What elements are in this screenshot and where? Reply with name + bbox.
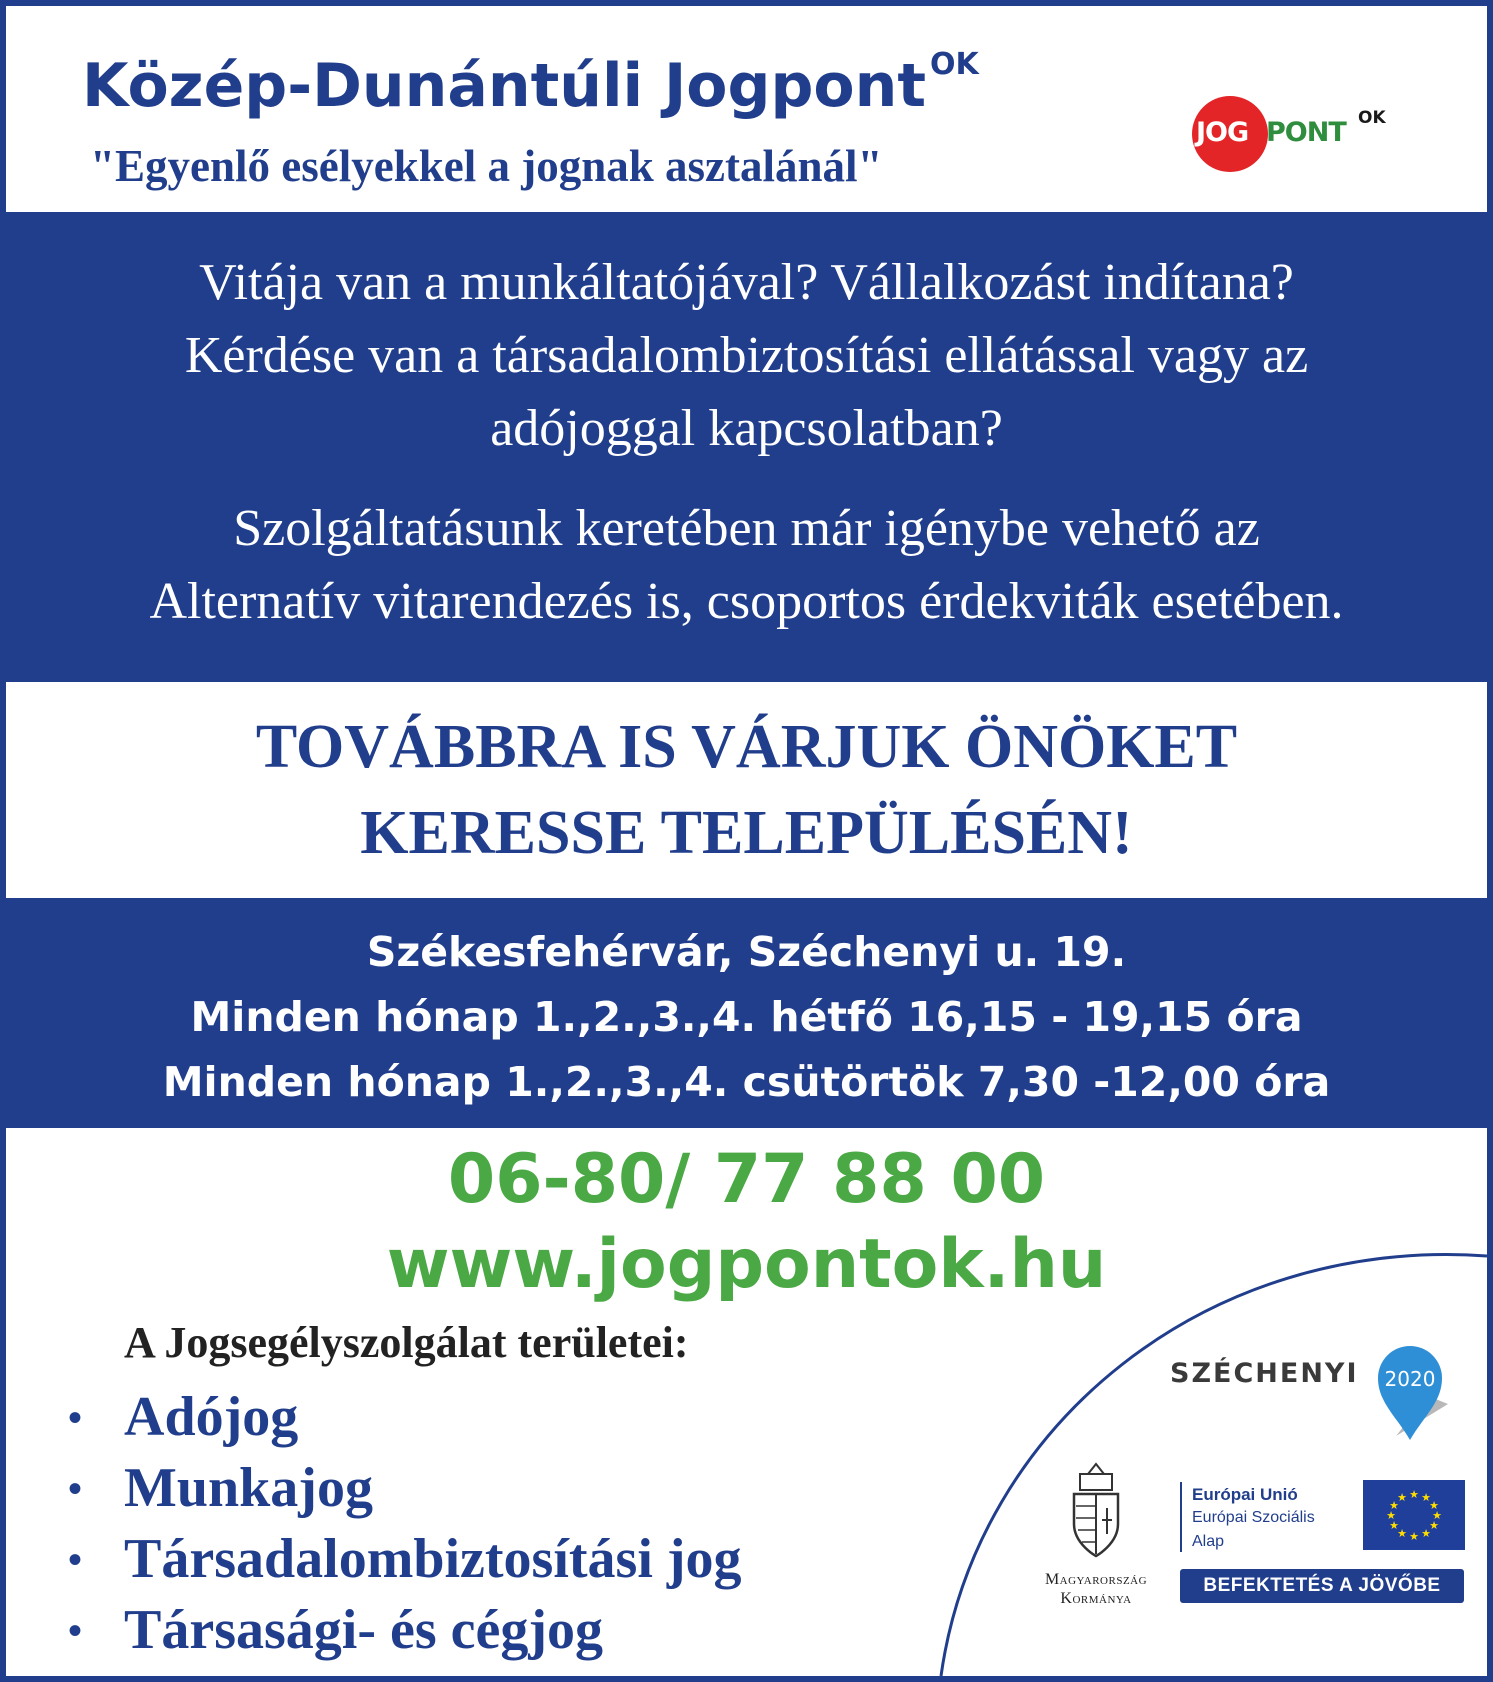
intro-line: Vitája van a munkáltatójával? Vállalkozást indítana? bbox=[199, 254, 1294, 311]
service-line: Alternatív vitarendezés is, csoportos érdekviták esetében. bbox=[149, 573, 1344, 630]
service-note bbox=[6, 492, 1487, 638]
bullet-icon: • bbox=[68, 1466, 83, 1511]
website-link[interactable]: www.jogpontok.hu bbox=[386, 1225, 1107, 1304]
bullet-icon: • bbox=[68, 1537, 83, 1582]
intro-questions bbox=[6, 246, 1487, 465]
svg-text:★: ★ bbox=[1421, 1491, 1431, 1504]
organization-title: Közép-Dunántúli Jogpont $^{OK}$ bbox=[82, 47, 979, 121]
coat-of-arms-icon bbox=[1066, 1462, 1126, 1562]
government-line-1: Magyarország bbox=[1044, 1571, 1148, 1588]
logo-pont-text: PONT bbox=[1266, 117, 1346, 148]
area-label: Társadalombiztosítási jog bbox=[124, 1528, 742, 1590]
svg-text:★: ★ bbox=[1389, 1519, 1399, 1532]
tagline: "Egyenlő esélyekkel a jognak asztalánál" bbox=[90, 141, 883, 191]
bullet-icon: • bbox=[68, 1395, 83, 1440]
callout-band bbox=[6, 682, 1487, 898]
szechenyi-2020-logo bbox=[1170, 1336, 1460, 1446]
svg-text:★: ★ bbox=[1409, 1530, 1419, 1543]
eu-line-2: Európai Szociális bbox=[1192, 1509, 1315, 1526]
svg-text:★: ★ bbox=[1429, 1499, 1439, 1512]
svg-text:★: ★ bbox=[1386, 1509, 1396, 1522]
eu-line-3: Alap bbox=[1192, 1533, 1225, 1550]
intro-band bbox=[6, 212, 1487, 682]
government-name bbox=[1016, 1570, 1176, 1608]
header bbox=[6, 6, 1487, 212]
logo-jog-text: JOG bbox=[1196, 117, 1249, 148]
phone-number[interactable]: 06-80/ 77 88 00 bbox=[447, 1140, 1046, 1219]
eu-divider bbox=[1180, 1482, 1182, 1552]
svg-text:★: ★ bbox=[1397, 1527, 1407, 1540]
area-label: Társasági- és cégjog bbox=[124, 1599, 604, 1661]
list-item bbox=[68, 1595, 742, 1666]
logo-ok-text: OK bbox=[1358, 108, 1386, 128]
government-line-2: Kormánya bbox=[1060, 1590, 1132, 1607]
svg-text:★: ★ bbox=[1389, 1499, 1399, 1512]
svg-text:★: ★ bbox=[1409, 1488, 1419, 1501]
map-pin-icon bbox=[1366, 1336, 1456, 1444]
szechenyi-text: SZÉCHENYI bbox=[1170, 1358, 1359, 1389]
eu-flag-icon bbox=[1363, 1480, 1465, 1550]
area-label: Adójog bbox=[124, 1386, 299, 1448]
areas-title: A Jogsegélyszolgálat területei: bbox=[124, 1318, 689, 1367]
list-item bbox=[68, 1524, 742, 1595]
location-band bbox=[6, 898, 1487, 1128]
schedule-line: Minden hónap 1.,2.,3.,4. csütörtök 7,30 -12,00 óra bbox=[162, 1058, 1331, 1106]
jogpont-logo bbox=[1186, 96, 1406, 176]
eu-line-1: Európai Unió bbox=[1192, 1485, 1298, 1504]
list-item bbox=[68, 1453, 742, 1524]
areas-list bbox=[68, 1382, 742, 1666]
list-item bbox=[68, 1382, 742, 1453]
svg-text:★: ★ bbox=[1397, 1491, 1407, 1504]
service-line: Szolgáltatásunk keretében már igénybe vehető az bbox=[233, 500, 1260, 557]
callout-line-2: KERESSE TELEPÜLÉSÉN! bbox=[360, 799, 1133, 867]
svg-text:★: ★ bbox=[1421, 1527, 1431, 1540]
callout-line-1: TOVÁBBRA IS VÁRJUK ÖNÖKET bbox=[255, 713, 1238, 781]
invest-banner: BEFEKTETÉS A JÖVŐBE bbox=[1180, 1569, 1464, 1603]
bullet-icon: • bbox=[68, 1608, 83, 1653]
schedule-line: Minden hónap 1.,2.,3.,4. hétfő 16,15 - 19,15 óra bbox=[190, 993, 1303, 1041]
svg-text:★: ★ bbox=[1432, 1509, 1442, 1522]
area-label: Munkajog bbox=[124, 1457, 373, 1519]
szechenyi-year: 2020 bbox=[1384, 1367, 1436, 1391]
government-logo bbox=[1016, 1462, 1176, 1612]
eu-stars-icon bbox=[1363, 1480, 1465, 1550]
address: Székesfehérvár, Széchenyi u. 19. bbox=[366, 928, 1127, 976]
svg-text:★: ★ bbox=[1429, 1519, 1439, 1532]
intro-line: adójoggal kapcsolatban? bbox=[490, 400, 1003, 457]
intro-line: Kérdése van a társadalombiztosítási ellátással vagy az bbox=[184, 327, 1309, 384]
title-superscript: OK bbox=[930, 47, 979, 82]
